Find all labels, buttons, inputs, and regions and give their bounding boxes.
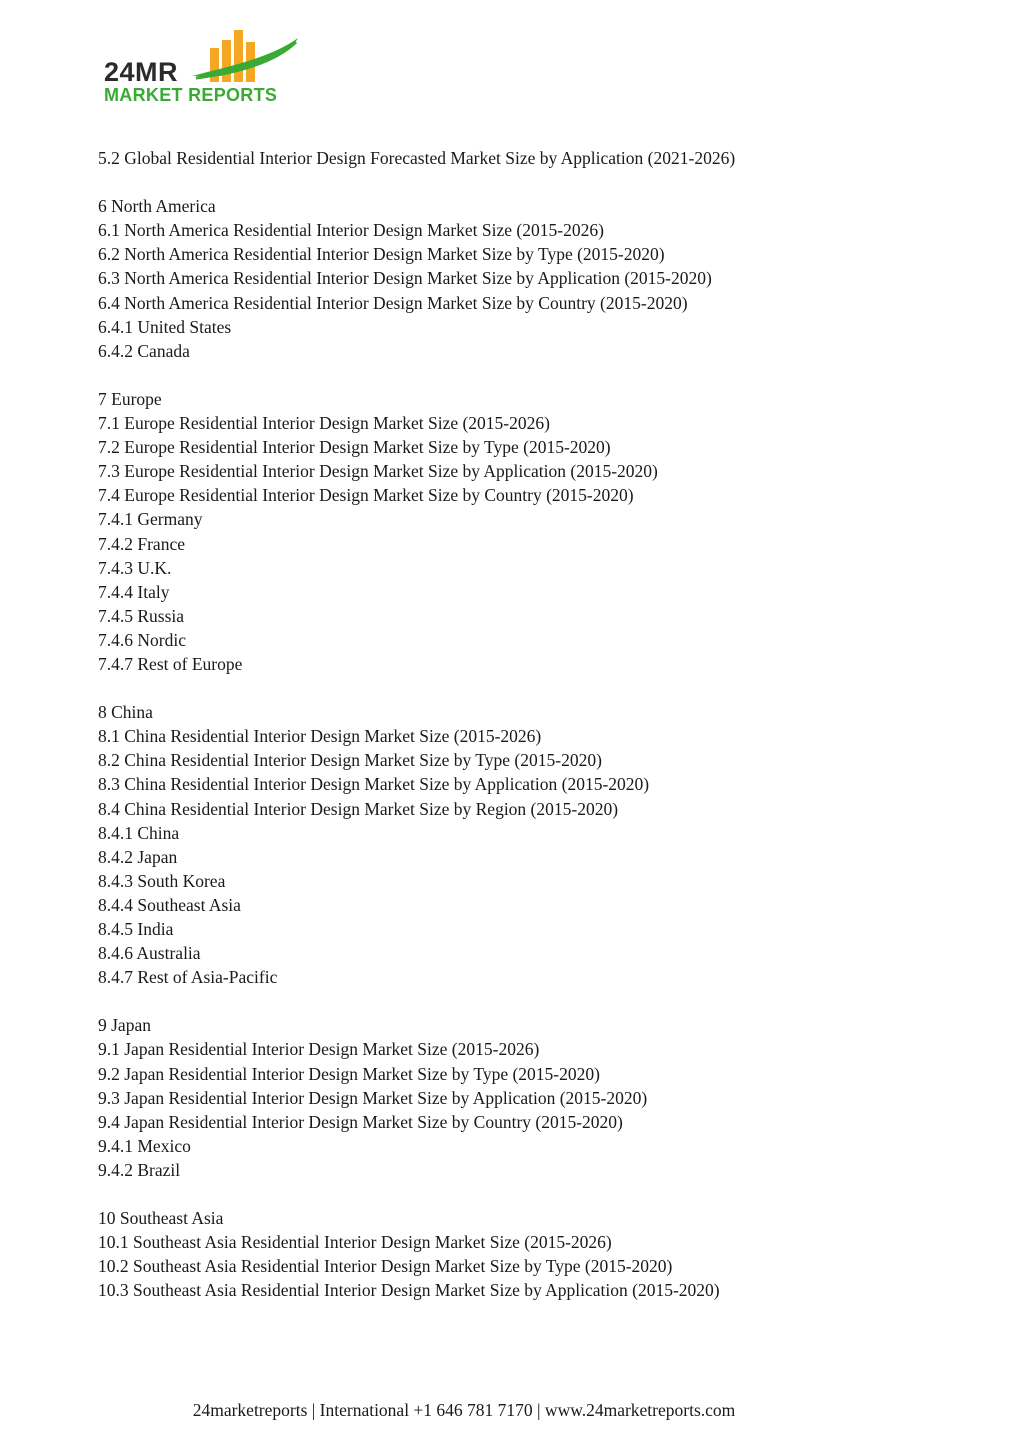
toc-entry: 9.2 Japan Residential Interior Design Market Size by Type (2015-2020) — [98, 1063, 600, 1084]
toc-entry: 8.1 China Residential Interior Design Market Size (2015-2026) — [98, 726, 542, 747]
toc-section-heading: 9 Japan — [98, 1015, 151, 1036]
toc-entry: 8.4.4 Southeast Asia — [98, 894, 241, 915]
toc-entry: 6.4 North America Residential Interior Design Market Size by Country (2015-2020) — [98, 292, 688, 313]
logo-text-bottom: MARKET REPORTS — [104, 85, 278, 105]
section-gap — [98, 676, 978, 700]
toc-entry: 7.4.1 Germany — [98, 509, 203, 530]
toc-entry: 6.4.2 Canada — [98, 340, 190, 361]
section-gap — [98, 170, 978, 194]
section-gap — [98, 989, 978, 1013]
toc-entry: 9.4 Japan Residential Interior Design Market Size by Country (2015-2020) — [98, 1111, 623, 1132]
toc-entry: 7.1 Europe Residential Interior Design Market Size (2015-2026) — [98, 413, 550, 434]
toc-entry: 9.3 Japan Residential Interior Design Market Size by Application (2015-2020) — [98, 1087, 648, 1108]
section-gap — [98, 363, 978, 387]
section-gap — [98, 1182, 978, 1206]
toc-entry: 7.4.6 Nordic — [98, 629, 186, 650]
toc-entry: 7.4 Europe Residential Interior Design Market Size by Country (2015-2020) — [98, 485, 634, 506]
toc-entry: 8.4.3 South Korea — [98, 870, 226, 891]
table-of-contents — [98, 146, 978, 1303]
toc-entry: 9.1 Japan Residential Interior Design Market Size (2015-2026) — [98, 1039, 540, 1060]
toc-section-heading: 10 Southeast Asia — [98, 1208, 224, 1229]
toc-entry: 7.4.2 France — [98, 533, 185, 554]
toc-entry: 10.2 Southeast Asia Residential Interior Design Market Size by Type (2015-2020) — [98, 1256, 673, 1277]
toc-entry: 7.2 Europe Residential Interior Design Market Size by Type (2015-2020) — [98, 437, 611, 458]
toc-entry: 10.1 Southeast Asia Residential Interior Design Market Size (2015-2026) — [98, 1232, 612, 1253]
toc-entry: 6.3 North America Residential Interior Design Market Size by Application (2015-2020) — [98, 268, 712, 289]
toc-entry: 8.4.5 India — [98, 919, 174, 939]
toc-entry: 8.4.2 Japan — [98, 846, 178, 867]
toc-section-heading: 7 Europe — [98, 388, 162, 409]
toc-entry: 10.3 Southeast Asia Residential Interior Design Market Size by Application (2015-2020) — [98, 1280, 720, 1301]
toc-entry: 8.3 China Residential Interior Design Market Size by Application (2015-2020) — [98, 774, 650, 795]
toc-entry: 6.1 North America Residential Interior Design Market Size (2015-2026) — [98, 220, 604, 241]
toc-section-heading: 8 China — [98, 702, 153, 723]
toc-entry: 7.3 Europe Residential Interior Design Market Size by Application (2015-2020) — [98, 461, 658, 482]
toc-section-heading: 6 North America — [98, 196, 216, 217]
company-logo — [100, 28, 310, 108]
page-footer — [0, 1400, 1024, 1421]
toc-entry: 7.4.4 Italy — [98, 581, 170, 602]
toc-entry: 7.4.5 Russia — [98, 605, 185, 626]
toc-entry: 9.4.2 Brazil — [98, 1159, 181, 1180]
toc-entry: 6.4.1 United States — [98, 316, 232, 337]
toc-entry: 7.4.7 Rest of Europe — [98, 653, 243, 674]
toc-entry: 8.4.1 China — [98, 822, 180, 843]
toc-entry: 8.4 China Residential Interior Design Market Size by Region (2015-2020) — [98, 798, 619, 819]
toc-entry: 5.2 Global Residential Interior Design Forecasted Market Size by Application (2021-2026) — [98, 148, 736, 168]
toc-entry: 9.4.1 Mexico — [98, 1135, 191, 1156]
logo-text-top: 24MR — [104, 57, 179, 87]
toc-entry: 6.2 North America Residential Interior Design Market Size by Type (2015-2020) — [98, 244, 665, 265]
toc-entry: 7.4.3 U.K. — [98, 557, 172, 578]
footer-contact-text: 24marketreports | International +1 646 781 7170 | www.24marketreports.com — [192, 1400, 736, 1420]
toc-entry: 8.4.6 Australia — [98, 943, 201, 964]
toc-entry: 8.4.7 Rest of Asia-Pacific — [98, 967, 278, 988]
toc-entry: 8.2 China Residential Interior Design Market Size by Type (2015-2020) — [98, 750, 602, 771]
